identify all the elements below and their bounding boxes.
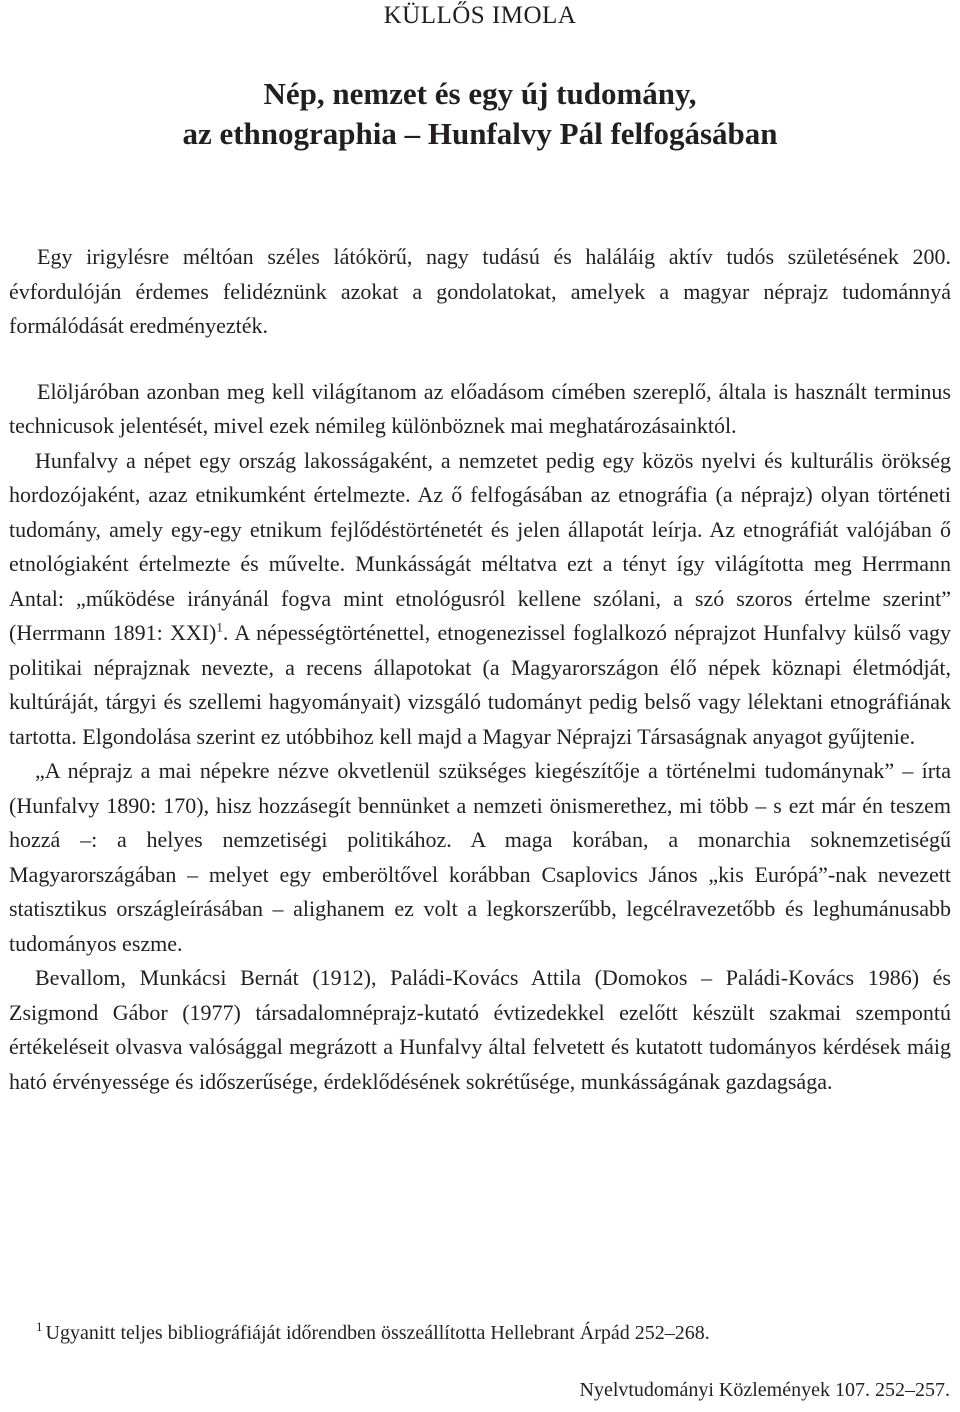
paragraph-3-part-1: Hunfalvy a népet egy ország lakosságaként, a nemzetet pedig egy közös nyelvi és kulturális örökség hordozójaként, azaz etnikumként értelmezte. Az ő felfogásában az etnográfia (a néprajz) olyan történeti tudomány, amely egy-egy etnikum fejlődéstörténetét és jelen állapotát leírja. Az etnográfiát valójában ő etnológiaként értelmezte és művelte. Munkásságát méltatva ezt a tényt így világította meg Herrmann Antal: „működése irányánál fogva mint etnológusról kellene szólani, a szó szoros értelme szerint” (Herrmann 1891: XXI) <box>9 447 951 645</box>
article-body <box>9 240 951 1099</box>
footnote-number: 1 <box>36 1319 43 1335</box>
paragraph-3-part-2: . A népességtörténettel, etnogenezissel foglalkozó néprajzot Hunfalvy külső vagy politikai néprajznak nevezte, a recens állapotokat (a Magyarországon élő népek köznapi életmódját, kultúráját, tárgyi és szellemi hagyományait) vizsgáló tudományt pedig belső vagy lélektani etnográfiának tartotta. Elgondolása szerint ez utóbbihoz kell majd a Magyar Néprajzi Társaságnak anyagot gyűjtenie. <box>9 620 951 749</box>
paragraph-5: Bevallom, Munkácsi Bernát (1912), Paládi-Kovács Attila (Domokos – Paládi-Kovács 1986) és Zsigmond Gábor (1977) társadalomnéprajz-kutató évtizedekkel ezelőtt készült szakmai szempontú értékeléseit olvasva valósággal megrázott a Hunfalvy által felvetett és kutatott tudományos kérdések máig ható érvényessége és időszerűsége, érdeklődésének sokrétűsége, munkásságának gazdagsága. <box>9 965 951 1094</box>
title-line-2: az ethnographia – Hunfalvy Pál felfogásában <box>182 116 778 151</box>
paragraph-2: Elöljáróban azonban meg kell világítanom az előadásom címében szereplő, általa is használt terminus technicusok jelentését, mivel ezek némileg különböznek mai meghatározásainktól. <box>9 378 951 438</box>
footnote-text: Ugyanitt teljes bibliográfiáját időrendben összeállította Hellebrant Árpád 252–268. <box>45 1322 710 1344</box>
footnote <box>36 1320 936 1346</box>
paragraph-3 <box>9 444 951 755</box>
paragraph-4: „A néprajz a mai népekre nézve okvetlenül szükséges kiegészítője a történelmi tudománynak” – írta (Hunfalvy 1890: 170), hisz hozzásegít bennünket a nemzeti önismerethez, mi több – s ezt már én teszem hozzá –: a helyes nemzetiségi politikához. A maga korában, a monarchia soknemzetiségű Magyarországában – melyet egy emberöltővel korábban Csaplovics János „kis Európá”-nak nevezett statisztikus országleírásában – alighanem ez volt a legkorszerűbb, legcélravezetőbb és leghumánusabb tudományos eszme. <box>9 758 951 956</box>
title-line-1: Nép, nemzet és egy új tudomány, <box>263 76 697 111</box>
author-name: KÜLLŐS IMOLA <box>383 2 577 29</box>
footnote-reference[interactable]: 1 <box>216 619 223 635</box>
article-title <box>0 74 960 154</box>
paragraph-1: Egy irigylésre méltóan széles látókörű, nagy tudású és haláláig aktív tudós születésének 200. évfordulóján érdemes felidéznünk azokat a gondolatokat, amelyek a magyar néprajz tudománnyá formálódását eredményezték. <box>9 244 951 338</box>
journal-reference: Nyelvtudományi Közlemények 107. 252–257. <box>579 1379 950 1401</box>
